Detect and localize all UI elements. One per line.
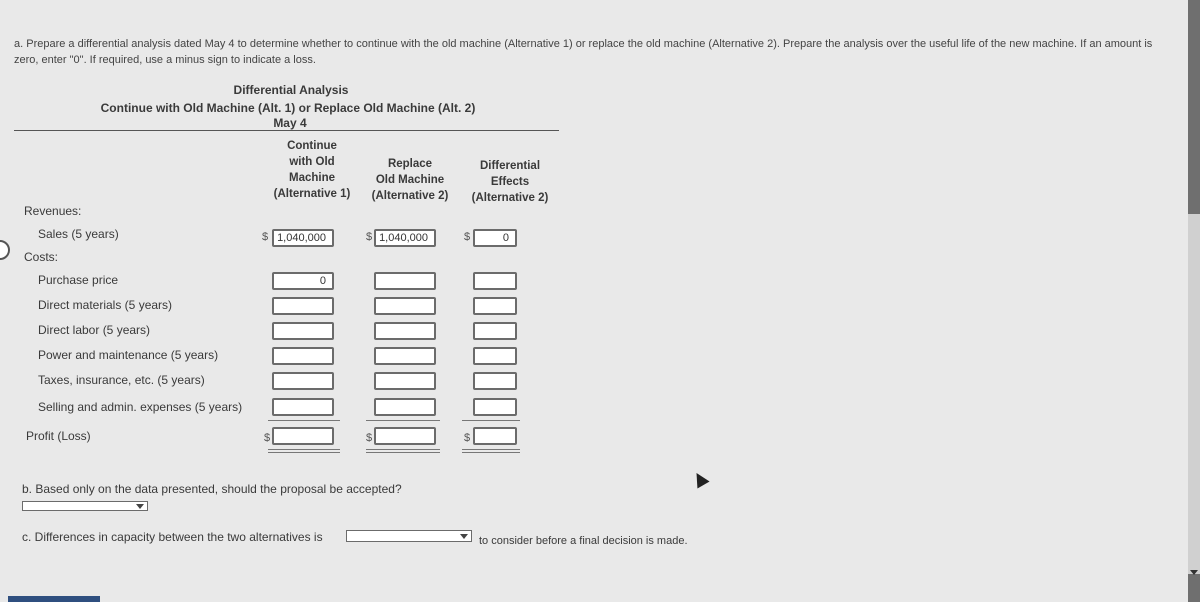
labor-alt2-input[interactable] <box>374 322 436 340</box>
total-double-rule <box>462 449 520 450</box>
column-header-alt1: Continue with Old Machine (Alternative 1) <box>273 140 351 200</box>
report-subtitle: Continue with Old Machine (Alt. 1) or Replace Old Machine (Alt. 2) <box>100 101 476 115</box>
power-alt1-input[interactable] <box>272 347 334 365</box>
report-date: May 4 <box>273 116 307 130</box>
selling-differential-input[interactable] <box>473 398 517 416</box>
side-tab-handle[interactable] <box>0 240 10 260</box>
currency-symbol: $ <box>464 432 471 444</box>
materials-alt2-input[interactable] <box>374 297 436 315</box>
taxes-insurance-label: Taxes, insurance, etc. (5 years) <box>38 373 205 387</box>
taxes-alt1-input[interactable] <box>272 372 334 390</box>
question-c-suffix: to consider before a final decision is made. <box>479 535 688 547</box>
profit-loss-label: Profit (Loss) <box>26 429 91 443</box>
subtotal-rule <box>462 420 520 421</box>
labor-differential-input[interactable] <box>473 322 517 340</box>
chevron-down-icon <box>136 504 144 509</box>
purchase-alt1-input[interactable]: 0 <box>272 272 334 290</box>
subtotal-rule <box>366 420 440 421</box>
bottom-edge-bar <box>8 596 100 602</box>
power-maintenance-label: Power and maintenance (5 years) <box>38 348 219 362</box>
sales-differential-input[interactable]: 0 <box>473 229 517 247</box>
taxes-differential-input[interactable] <box>473 372 517 390</box>
header-divider <box>14 130 559 131</box>
power-alt2-input[interactable] <box>374 347 436 365</box>
sales-label: Sales (5 years) <box>38 227 119 241</box>
currency-symbol: $ <box>262 231 269 243</box>
total-double-rule <box>462 452 520 453</box>
subtotal-rule <box>268 420 340 421</box>
costs-label: Costs: <box>24 250 59 264</box>
chevron-down-icon <box>460 534 468 539</box>
column-header-alt2: Replace Old Machine (Alternative 2) <box>371 158 449 202</box>
currency-symbol: $ <box>366 231 373 243</box>
question-c-prefix: c. Differences in capacity between the two alternatives is <box>22 530 323 544</box>
total-double-rule <box>366 452 440 453</box>
scrollbar-thumb[interactable] <box>1188 214 1200 574</box>
profit-differential-input[interactable] <box>473 427 517 445</box>
report-title: Differential Analysis <box>233 83 349 97</box>
total-double-rule <box>268 452 340 453</box>
profit-alt1-input[interactable] <box>272 427 334 445</box>
sales-alt2-input[interactable]: 1,040,000 <box>374 229 436 247</box>
question-b-text: b. Based only on the data presented, should the proposal be accepted? <box>22 482 402 496</box>
purchase-differential-input[interactable] <box>473 272 517 290</box>
profit-alt2-input[interactable] <box>374 427 436 445</box>
labor-alt1-input[interactable] <box>272 322 334 340</box>
materials-differential-input[interactable] <box>473 297 517 315</box>
scroll-down-arrow-icon[interactable] <box>1190 570 1198 575</box>
total-double-rule <box>366 449 440 450</box>
selling-alt1-input[interactable] <box>272 398 334 416</box>
mouse-cursor-icon <box>690 469 709 488</box>
currency-symbol: $ <box>264 432 271 444</box>
purchase-price-label: Purchase price <box>38 273 119 287</box>
currency-symbol: $ <box>366 432 373 444</box>
instructions-text: a. Prepare a differential analysis dated May 4 to determine whether to continue with the old machine (Alternative 1) or replace the old machine (Alternative 2). Prepare the analysis over the useful life of the new machine. If an amount is zero, enter "0". If required, use a minus sign to indicate a loss. <box>14 38 1153 66</box>
power-differential-input[interactable] <box>473 347 517 365</box>
direct-materials-label: Direct materials (5 years) <box>38 298 173 312</box>
column-header-differential: Differential Effects (Alternative 2) <box>471 160 549 204</box>
selling-alt2-input[interactable] <box>374 398 436 416</box>
total-double-rule <box>268 449 340 450</box>
materials-alt1-input[interactable] <box>272 297 334 315</box>
revenues-label: Revenues: <box>24 204 82 218</box>
direct-labor-label: Direct labor (5 years) <box>38 323 151 337</box>
taxes-alt2-input[interactable] <box>374 372 436 390</box>
selling-admin-label: Selling and admin. expenses (5 years) <box>38 400 243 414</box>
purchase-alt2-input[interactable] <box>374 272 436 290</box>
currency-symbol: $ <box>464 231 471 243</box>
proposal-accepted-dropdown[interactable] <box>22 501 148 511</box>
capacity-difference-dropdown[interactable] <box>346 530 472 542</box>
sales-alt1-input[interactable]: 1,040,000 <box>272 229 334 247</box>
